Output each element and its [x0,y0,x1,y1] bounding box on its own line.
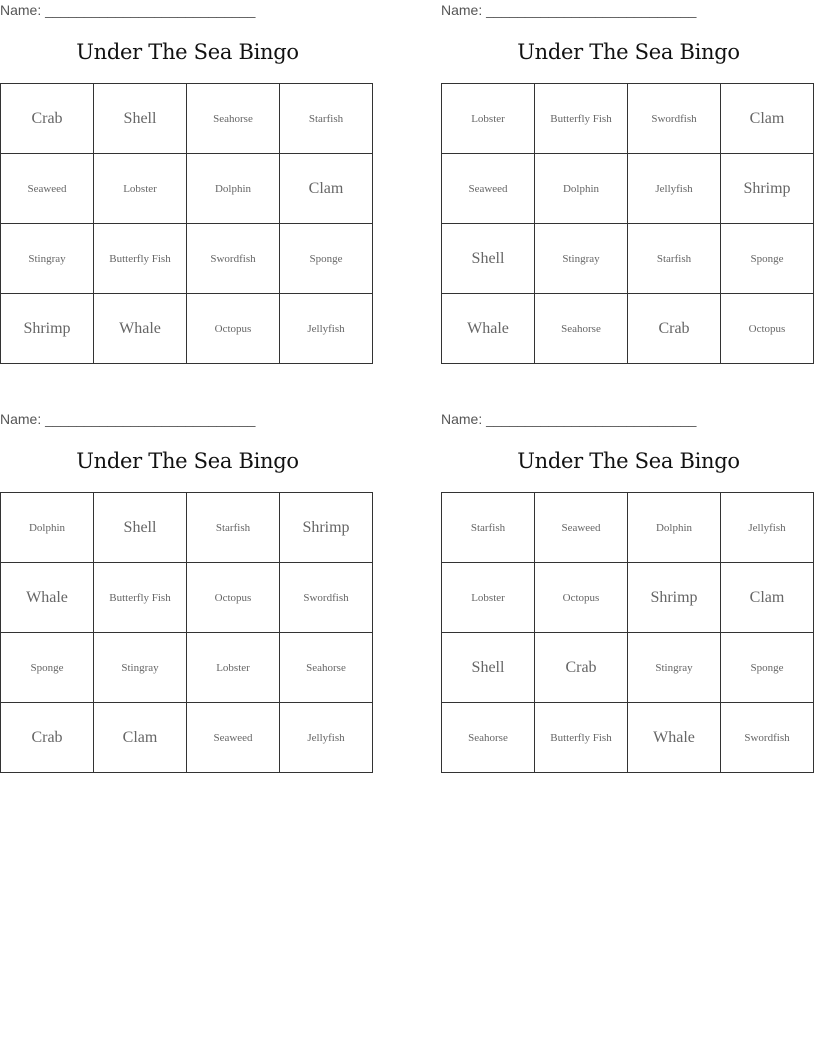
bingo-cell: Shrimp [280,493,373,563]
bingo-cell: Butterfly Fish [94,224,187,294]
bingo-cell: Whale [628,703,721,773]
name-line: Name: ___________________________ [441,411,697,427]
bingo-cell: Starfish [187,493,280,563]
bingo-cell: Clam [721,84,814,154]
card-title: Under The Sea Bingo [76,40,299,64]
bingo-cell: Crab [535,633,628,703]
bingo-cell: Shrimp [721,154,814,224]
bingo-cell: Stingray [94,633,187,703]
bingo-cell: Octopus [187,563,280,633]
card-title: Under The Sea Bingo [517,40,740,64]
bingo-row [1,154,373,224]
bingo-cell: Swordfish [721,703,814,773]
name-line: Name: ___________________________ [0,2,256,18]
bingo-cell: Jellyfish [628,154,721,224]
bingo-cell: Shell [94,84,187,154]
bingo-cell: Sponge [1,633,94,703]
bingo-cell: Starfish [442,493,535,563]
bingo-row [1,563,373,633]
bingo-cell: Swordfish [628,84,721,154]
bingo-cell: Butterfly Fish [94,563,187,633]
bingo-cell: Whale [94,294,187,364]
bingo-row [442,703,814,773]
bingo-cell: Lobster [94,154,187,224]
bingo-cell: Stingray [535,224,628,294]
bingo-row [1,294,373,364]
bingo-cell: Seahorse [280,633,373,703]
bingo-cell: Octopus [721,294,814,364]
bingo-row [442,154,814,224]
bingo-cell: Shell [442,633,535,703]
bingo-row [1,224,373,294]
bingo-cell: Lobster [442,563,535,633]
bingo-row [1,84,373,154]
bingo-cell: Dolphin [187,154,280,224]
bingo-cell: Sponge [280,224,373,294]
bingo-cell: Starfish [280,84,373,154]
bingo-cell: Shrimp [628,563,721,633]
bingo-cell: Seaweed [1,154,94,224]
bingo-row [1,703,373,773]
bingo-cell: Shrimp [1,294,94,364]
bingo-row [442,563,814,633]
bingo-cell: Octopus [535,563,628,633]
bingo-row [442,294,814,364]
bingo-row [442,224,814,294]
bingo-cell: Seahorse [535,294,628,364]
bingo-cell: Shell [442,224,535,294]
bingo-row [1,633,373,703]
bingo-cell: Octopus [187,294,280,364]
bingo-cell: Crab [1,84,94,154]
bingo-cell: Stingray [628,633,721,703]
bingo-cell: Seahorse [187,84,280,154]
bingo-cell: Seahorse [442,703,535,773]
bingo-cell: Swordfish [187,224,280,294]
name-line: Name: ___________________________ [441,2,697,18]
bingo-row [1,493,373,563]
bingo-cell: Stingray [1,224,94,294]
bingo-cell: Butterfly Fish [535,703,628,773]
bingo-cell: Clam [280,154,373,224]
bingo-cell: Swordfish [280,563,373,633]
bingo-cell: Whale [1,563,94,633]
bingo-cell: Seaweed [442,154,535,224]
bingo-cell: Sponge [721,633,814,703]
bingo-grid [0,83,373,364]
bingo-cell: Dolphin [628,493,721,563]
bingo-cell: Crab [628,294,721,364]
bingo-cell: Shell [94,493,187,563]
bingo-cell: Butterfly Fish [535,84,628,154]
bingo-cell: Jellyfish [280,294,373,364]
bingo-cell: Starfish [628,224,721,294]
bingo-cell: Dolphin [1,493,94,563]
bingo-cell: Crab [1,703,94,773]
bingo-cell: Clam [721,563,814,633]
bingo-cell: Dolphin [535,154,628,224]
bingo-grid [0,492,373,773]
bingo-cell: Jellyfish [280,703,373,773]
bingo-cell: Clam [94,703,187,773]
card-title: Under The Sea Bingo [517,449,740,473]
bingo-cell: Whale [442,294,535,364]
bingo-cell: Lobster [442,84,535,154]
bingo-grid [441,492,814,773]
bingo-cell: Sponge [721,224,814,294]
bingo-cell: Seaweed [187,703,280,773]
bingo-cell: Jellyfish [721,493,814,563]
name-line: Name: ___________________________ [0,411,256,427]
bingo-row [442,633,814,703]
bingo-grid [441,83,814,364]
bingo-row [442,493,814,563]
bingo-row [442,84,814,154]
card-title: Under The Sea Bingo [76,449,299,473]
bingo-cell: Lobster [187,633,280,703]
bingo-cell: Seaweed [535,493,628,563]
